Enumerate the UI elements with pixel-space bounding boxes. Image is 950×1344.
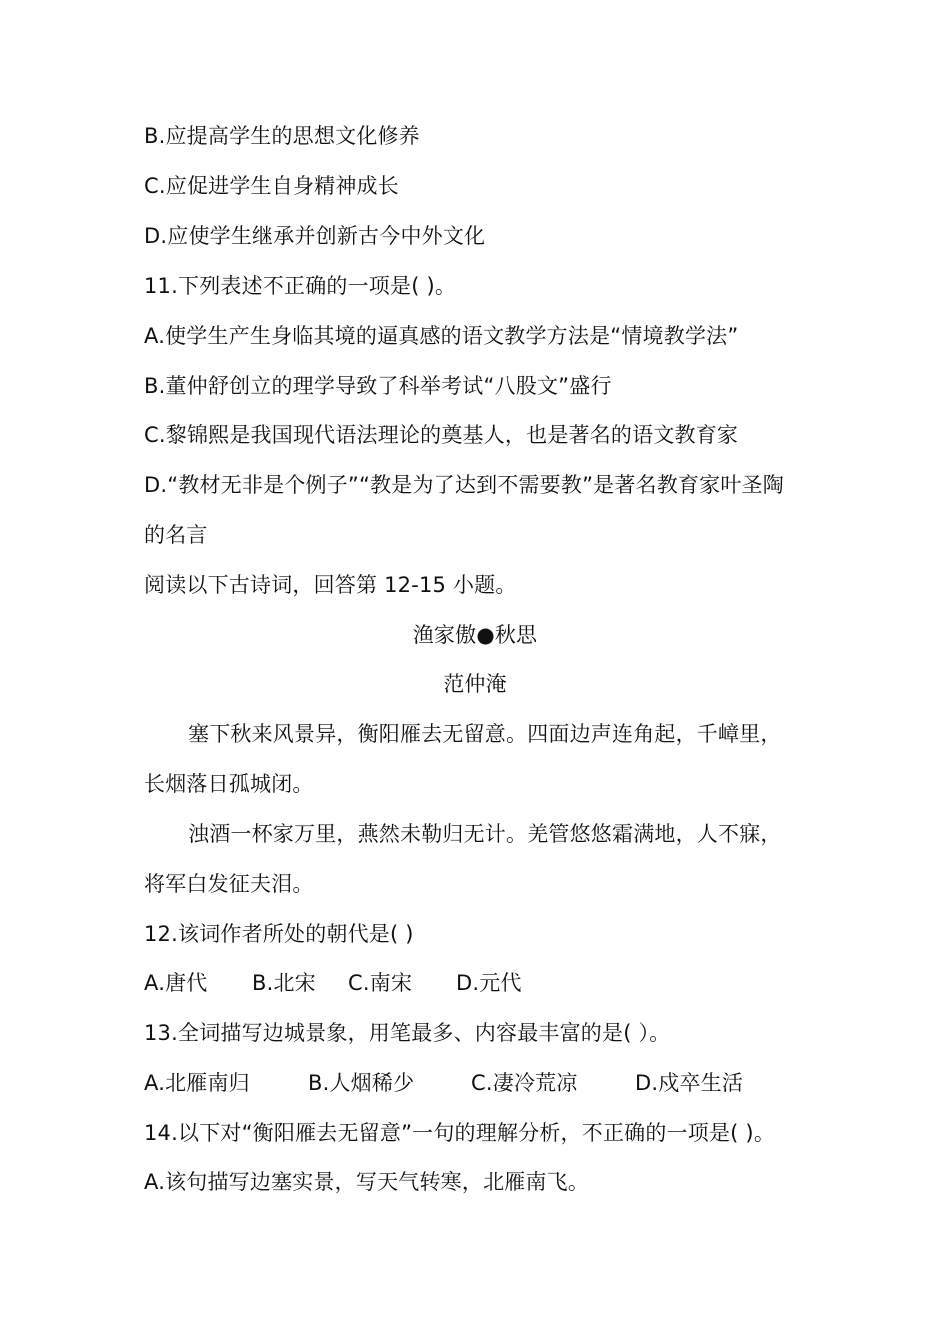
q13-option-a: A.北雁南归 <box>144 1071 250 1095</box>
poem-stanza2-line2: 将军白发征夫泪。 <box>144 872 314 896</box>
poem-stanza1-line2: 长烟落日孤城闭。 <box>144 772 314 796</box>
q12-option-a: A.唐代 <box>144 971 208 995</box>
q13-option-d: D.戍卒生活 <box>635 1071 744 1095</box>
q11-option-d-line2: 的名言 <box>144 523 208 547</box>
reading-intro: 阅读以下古诗词，回答第 12-15 小题。 <box>144 573 517 597</box>
q11-option-c: C.黎锦熙是我国现代语法理论的奠基人，也是著名的语文教育家 <box>144 423 739 447</box>
poem-stanza2-line1: 浊酒一杯家万里，燕然未勒归无计。羌管悠悠霜满地，人不寐， <box>188 822 782 846</box>
q13-option-b: B.人烟稀少 <box>308 1071 415 1095</box>
q12-option-c: C.南宋 <box>348 971 413 995</box>
q12-option-d: D.元代 <box>456 971 522 995</box>
q14-option-a: A.该句描写边塞实景，写天气转寒，北雁南飞。 <box>144 1170 590 1194</box>
q11-stem: 11.下列表述不正确的一项是( )。 <box>144 274 457 298</box>
q11-option-d-line1: D.“教材无非是个例子”“教是为了达到不需要教”是著名教育家叶圣陶 <box>144 473 784 497</box>
q12-options <box>144 968 814 998</box>
poem-stanza1-line1: 塞下秋来风景异，衡阳雁去无留意。四面边声连角起，千嶂里， <box>188 722 782 746</box>
q13-options <box>144 1068 814 1098</box>
q11-option-a: A.使学生产生身临其境的逼真感的语文教学方法是“情境教学法” <box>144 324 739 348</box>
q14-stem: 14.以下对“衡阳雁去无留意”一句的理解分析，不正确的一项是( )。 <box>144 1121 776 1145</box>
poem-author: 范仲淹 <box>443 672 507 696</box>
q10-option-d: D.应使学生继承并创新古今中外文化 <box>144 224 486 248</box>
q13-option-c: C.凄冷荒凉 <box>471 1071 578 1095</box>
q11-option-b: B.董仲舒创立的理学导致了科举考试“八股文”盛行 <box>144 374 612 398</box>
q12-stem: 12.该词作者所处的朝代是( ) <box>144 922 414 946</box>
q13-stem: 13.全词描写边城景象，用笔最多、内容最丰富的是( ）。 <box>144 1021 671 1045</box>
q10-option-b: B.应提高学生的思想文化修养 <box>144 124 420 148</box>
poem-title: 渔家傲●秋思 <box>412 623 538 647</box>
q10-option-c: C.应促进学生自身精神成长 <box>144 174 399 198</box>
q12-option-b: B.北宋 <box>252 971 316 995</box>
